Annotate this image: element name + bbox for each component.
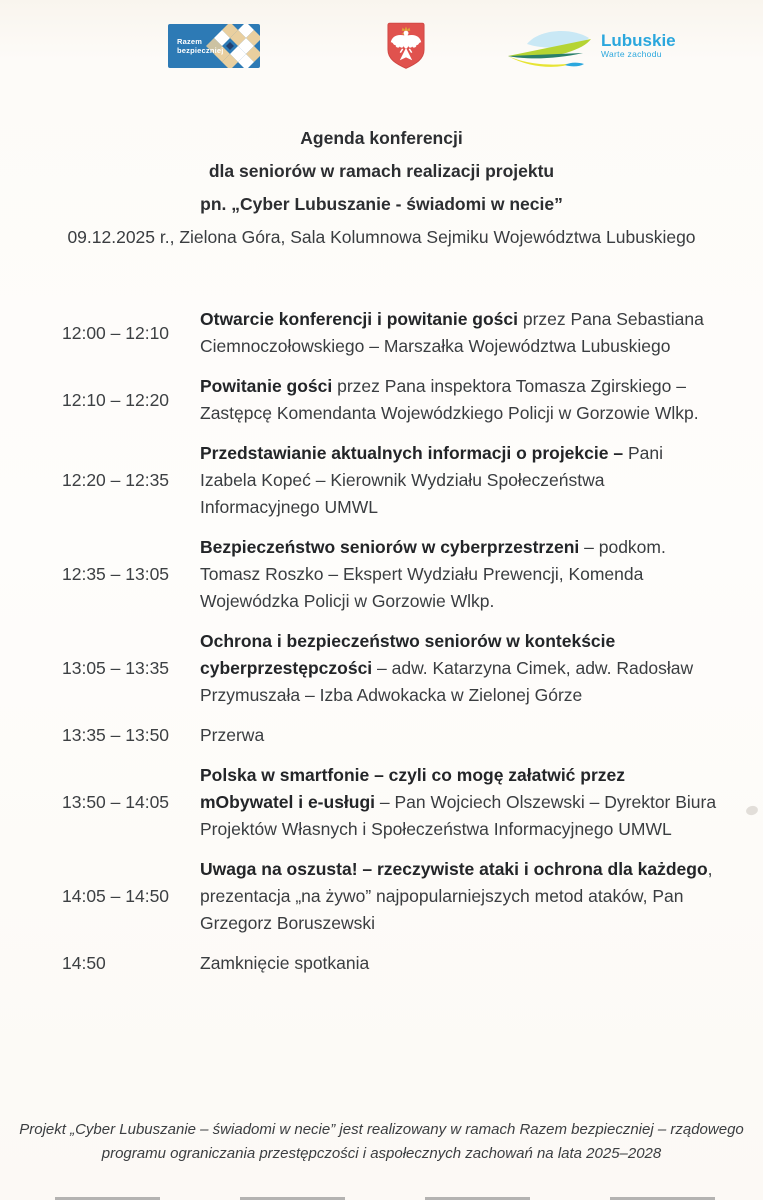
footer-line-1: Projekt „Cyber Lubuszanie – świadomi w necie” jest realizowany w ramach Razem bezpieczniej – rządowego (19, 1121, 744, 1138)
razem-label-line2: bezpieczniej (177, 46, 224, 55)
agenda-item-text-segment: , prezentacja „na żywo” najpopularniejszych metod ataków, Pan Grzegorz Boruszewski (200, 859, 713, 933)
lubuskie-logo-title: Lubuskie (601, 31, 676, 50)
lubuskie-logo (505, 26, 685, 72)
agenda-item-description (200, 373, 720, 427)
agenda-item-description (200, 762, 720, 843)
lubuskie-swoosh-icon (505, 26, 597, 70)
agenda-item-time: 14:50 (62, 953, 106, 973)
razem-label-line1: Razem (177, 37, 203, 46)
agenda-item-text-segment: – podkom. Tomasz Roszko – Ekspert Wydziału Prewencji, Komenda Wojewódzka Policji w Gorzowie Wlkp. (200, 537, 666, 611)
agenda-item-text-segment: Zamknięcie spotkania (200, 953, 370, 973)
agenda-item-description (200, 722, 720, 749)
footer-note (0, 1118, 763, 1166)
agenda-item-time: 12:35 – 13:05 (62, 564, 170, 584)
agenda-item-time: 14:05 – 14:50 (62, 886, 170, 906)
agenda-item-time: 12:10 – 12:20 (62, 389, 170, 410)
agenda-item (62, 373, 722, 427)
razem-bezpieczniej-label (177, 37, 224, 55)
lubuskie-logo-subtitle: Warte zachodu (601, 49, 662, 59)
agenda-item-description (200, 856, 720, 937)
agenda-item-time: 13:50 – 14:05 (62, 792, 170, 812)
agenda-item-title-segment: Bezpieczeństwo seniorów w cyberprzestrzeni (200, 537, 580, 557)
agenda-item-time: 13:35 – 13:50 (62, 725, 170, 745)
agenda-item-text-segment: – Pan Wojciech Olszewski – Dyrektor Biura Projektów Własnych i Społeczeństwa Informacyjnego UMWL (200, 792, 717, 839)
agenda-item-title-segment: Polska w smartfonie – czyli co mogę załatwić przez mObywatel i e-usługi (200, 765, 626, 812)
title-line-3: pn. „Cyber Lubuszanie - świadomi w necie” (200, 194, 563, 214)
agenda-item-title-segment: Przedstawianie aktualnych informacji o projekcie – (200, 443, 624, 463)
agenda-item-text-segment: przez Pana inspektora Tomasza Zgirskiego – Zastępcę Komendanta Wojewódzkiego Policji w Gorzowie Wlkp. (200, 376, 699, 423)
agenda-item-time: 12:20 – 12:35 (62, 470, 170, 490)
agenda-item-description (200, 440, 720, 521)
agenda-item (62, 950, 722, 977)
agenda-item-text-segment: Pani Izabela Kopeć – Kierownik Wydziału Społeczeństwa Informacyjnego UMWL (200, 443, 663, 517)
agenda-item (62, 856, 722, 937)
scan-smudge-artifact (745, 805, 759, 817)
agenda-item (62, 722, 722, 749)
agenda-item-title-segment: Otwarcie konferencji i powitanie gości (200, 309, 518, 329)
agenda-item-title-segment: Uwaga na oszusta! – rzeczywiste ataki i ochrona dla każdego (200, 859, 708, 879)
agenda-item-text-segment: przez Pana Sebastiana Ciemnoczołowskiego – Marszałka Województwa Lubuskiego (200, 309, 704, 356)
agenda-item-text-segment: – adw. Katarzyna Cimek, adw. Radosław Przymuszała – Izba Adwokacka w Zielonej Górze (200, 658, 694, 705)
agenda-item-description (200, 628, 720, 709)
razem-bezpieczniej-logo (168, 24, 260, 68)
title-line-1: Agenda konferencji (300, 128, 463, 148)
agenda-list (62, 306, 722, 990)
date-location-line: 09.12.2025 r., Zielona Góra, Sala Kolumnowa Sejmiku Województwa Lubuskiego (67, 227, 696, 247)
agenda-item-description (200, 950, 720, 977)
agenda-item (62, 306, 722, 360)
agenda-item (62, 762, 722, 843)
document-title-block (0, 122, 763, 254)
agenda-item-time: 12:00 – 12:10 (62, 322, 170, 343)
agenda-item-time: 13:05 – 13:35 (62, 658, 170, 678)
agenda-item-description (200, 306, 720, 360)
agenda-item-text-segment: Przerwa (200, 725, 265, 745)
footer-line-2: programu ograniczania przestępczości i aspołecznych zachowań na lata 2025–2028 (101, 1145, 662, 1162)
title-line-2: dla seniorów w ramach realizacji projektu (208, 161, 555, 181)
agenda-item (62, 440, 722, 521)
agenda-item-title-segment: Ochrona i bezpieczeństwo seniorów w kontekście cyberprzestępczości (200, 631, 616, 678)
agenda-item-title-segment: Powitanie gości (200, 376, 333, 396)
agenda-item (62, 534, 722, 615)
polish-eagle-emblem-icon (387, 22, 425, 70)
agenda-item (62, 628, 722, 709)
agenda-item-description (200, 534, 720, 615)
